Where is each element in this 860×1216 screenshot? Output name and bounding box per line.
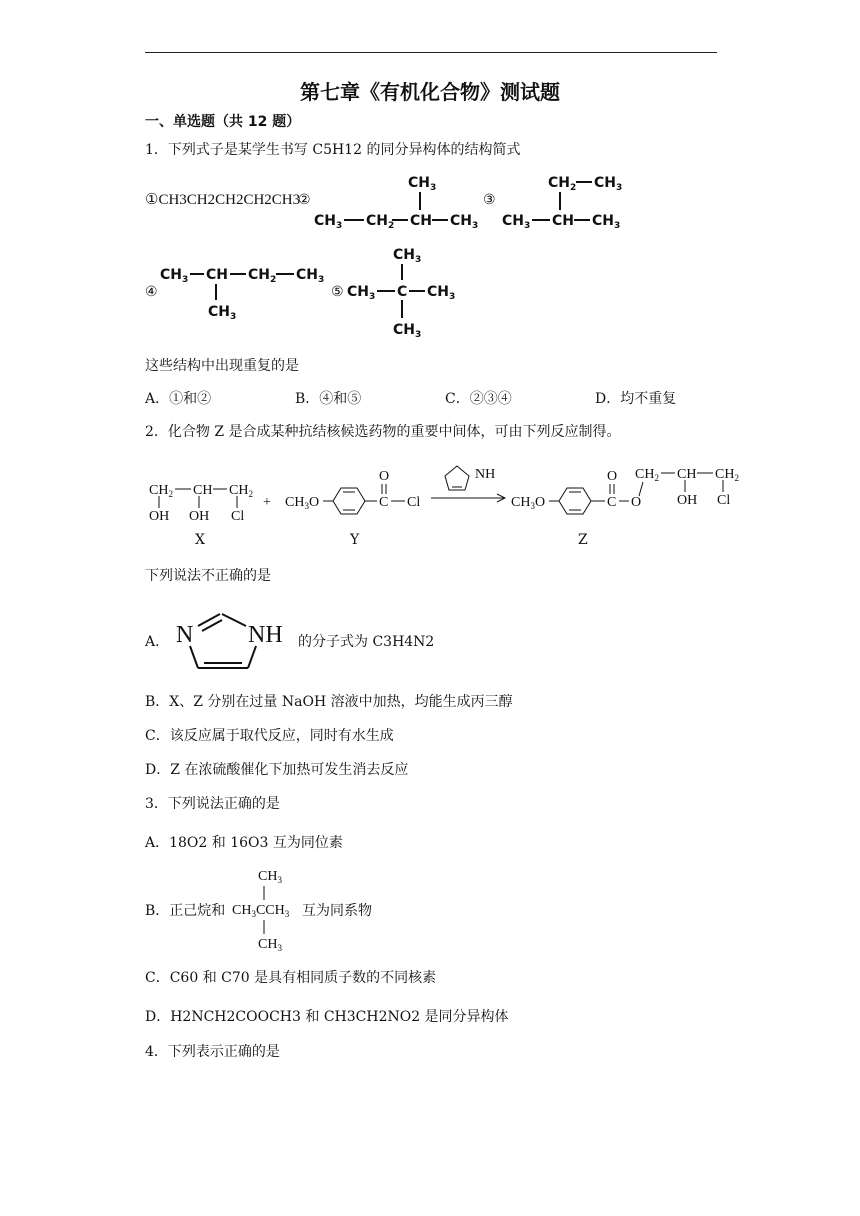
- svg-text:NH: NH: [475, 467, 496, 482]
- svg-text:OH: OH: [189, 509, 210, 524]
- svg-text:CH2: $CH_2$: [366, 213, 395, 231]
- q1-question: 这些结构中出现重复的是: [145, 358, 299, 374]
- svg-text:C: C: [607, 495, 617, 510]
- q1-option-a: A．①和②: [145, 391, 212, 407]
- q3-option-b-text: 互为同系物: [302, 903, 372, 919]
- svg-text:+: +: [263, 495, 271, 510]
- q2-option-c: C．该反应属于取代反应，同时有水生成: [145, 728, 394, 744]
- q1-marker-2: ②: [298, 192, 311, 208]
- svg-text:CH3O: $CH_3O$: [511, 495, 546, 511]
- q3-stem: 3．下列说法正确的是: [145, 796, 280, 812]
- svg-text:CH: CH: [410, 213, 432, 229]
- q2-reaction-scheme: [145, 458, 760, 530]
- q1-marker-3: ③: [483, 192, 496, 208]
- q2-option-d: D．Z 在浓硫酸催化下加热可发生消去反应: [145, 762, 409, 778]
- q1-stem: 1．下列式子是某学生书写 C5H12 的同分异构体的结构简式: [145, 142, 521, 158]
- q1-option-c: C．②③④: [445, 391, 512, 407]
- q1-structure-3-image: [500, 170, 630, 234]
- q1-structure-5-image: [345, 244, 465, 340]
- svg-text:CH3: $CH_3$: [393, 247, 422, 265]
- q2-stem: 2．化合物 Z 是合成某种抗结核候选药物的重要中间体，可由下列反应制得。: [145, 424, 621, 440]
- header-rule: [145, 52, 717, 53]
- q1-structure-4-image: [160, 262, 330, 322]
- svg-text:CH3: $CH_3$: [450, 213, 479, 231]
- svg-text:CH2: $CH_2$: [635, 467, 659, 483]
- svg-text:CH2: $CH_2$: [548, 175, 577, 193]
- q3-option-b-prefix: B．正己烷和: [145, 903, 226, 919]
- svg-text:CH3: $CH_3$: [296, 267, 325, 285]
- svg-text:CH3: $CH_3$: [314, 213, 343, 231]
- svg-text:N: N: [176, 622, 194, 648]
- svg-text:CH3: $CH_3$: [347, 284, 376, 302]
- q2-label-z: Z: [578, 532, 588, 548]
- q1-option-d: D．均不重复: [595, 391, 677, 407]
- page-title: 第七章《有机化合物》测试题: [300, 80, 560, 104]
- svg-text:CH3: $CH_3$: [592, 213, 621, 231]
- svg-text:C: C: [379, 495, 389, 510]
- q3-neopentane-structure-image: [232, 864, 302, 952]
- svg-text:CH2: $CH_2$: [229, 483, 253, 499]
- q2-option-a-prefix: A．: [145, 634, 170, 650]
- svg-text:CH3: $CH_3$: [594, 175, 623, 193]
- svg-text:O: O: [631, 495, 642, 510]
- svg-text:Cl: Cl: [717, 493, 731, 508]
- svg-text:CH2: $CH_2$: [715, 467, 739, 483]
- svg-text:CH3: $CH_3$: [258, 869, 282, 885]
- q2-option-b: B．X、Z 分别在过量 NaOH 溶液中加热，均能生成丙三醇: [145, 694, 513, 710]
- svg-text:CH3O: $CH_3O$: [285, 495, 320, 511]
- q3-option-c: C．C60 和 C70 是具有相同质子数的不同核素: [145, 970, 437, 986]
- svg-text:CH2: $CH_2$: [149, 483, 173, 499]
- q2-label-x: X: [195, 532, 205, 548]
- svg-text:CH3: $CH_3$: [208, 304, 237, 322]
- svg-text:Cl: Cl: [407, 495, 421, 510]
- svg-text:O: O: [607, 469, 618, 484]
- svg-text:CH3: $CH_3$: [258, 937, 282, 952]
- q2-label-y: Y: [350, 532, 360, 548]
- svg-text:OH: OH: [677, 493, 698, 508]
- svg-text:CH: CH: [552, 213, 574, 229]
- q1-structure-2-image: [312, 170, 482, 234]
- svg-text:CH3: $CH_3$: [502, 213, 531, 231]
- q1-option-b: B．④和⑤: [295, 391, 362, 407]
- q2-option-a-text: 的分子式为 C3H4N2: [298, 634, 435, 650]
- imidazole-structure-image: [172, 612, 296, 672]
- svg-text:CH3: $CH_3$: [393, 322, 422, 340]
- svg-text:CH3CCH3: $CH_3CCH_3$: [232, 903, 290, 919]
- q4-stem: 4．下列表示正确的是: [145, 1044, 280, 1060]
- svg-text:CH: CH: [677, 467, 697, 482]
- svg-text:CH3: $CH_3$: [408, 175, 437, 193]
- q3-option-d: D．H2NCH2COOCH3 和 CH3CH2NO2 是同分异构体: [145, 1009, 509, 1025]
- svg-text:CH3: $CH_3$: [160, 267, 189, 285]
- q3-option-a: A．18O2 和 16O3 互为同位素: [145, 835, 343, 851]
- q1-marker-4: ④: [145, 284, 158, 300]
- svg-text:CH: CH: [206, 267, 228, 283]
- svg-text:Cl: Cl: [231, 509, 245, 524]
- svg-text:C: C: [397, 284, 408, 300]
- svg-text:CH2: $CH_2$: [248, 267, 277, 285]
- svg-text:CH: CH: [193, 483, 213, 498]
- svg-text:OH: OH: [149, 509, 170, 524]
- svg-text:O: O: [379, 469, 390, 484]
- section-heading: 一、单选题（共 12 题）: [145, 114, 301, 130]
- svg-text:CH3: $CH_3$: [427, 284, 456, 302]
- q2-question: 下列说法不正确的是: [145, 568, 271, 584]
- q1-structure-1: ①CH3CH2CH2CH2CH3: [145, 192, 301, 208]
- svg-text:NH: NH: [248, 622, 283, 648]
- q1-marker-5: ⑤: [331, 284, 344, 300]
